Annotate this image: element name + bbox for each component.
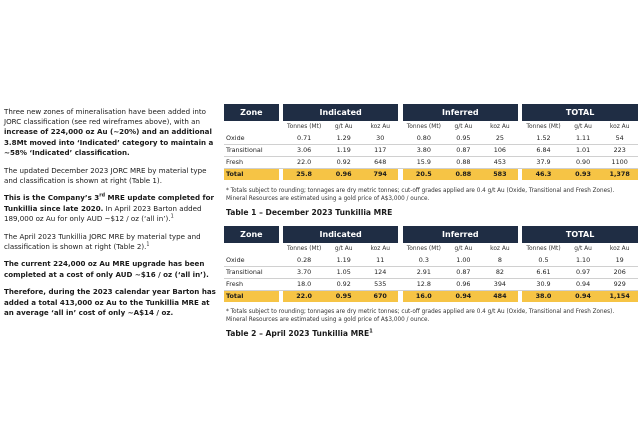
table-cell: 25.8 [283, 168, 326, 180]
table-cell: 0.93 [565, 168, 602, 180]
header-inferred: Inferred [403, 226, 519, 243]
table-cell: 1.52 [536, 133, 551, 142]
zone-label: Fresh [226, 280, 244, 288]
table-cell: 0.5 [538, 255, 549, 264]
paragraph-6: Therefore, during the 2023 calendar year Barton has added a total 413,000 oz Au to the Tunkillia MRE at an average ‘all in’ cost of only ~A$14 / oz. [4, 287, 216, 317]
table-cell: 38.0 [522, 290, 565, 302]
table-cell: 124 [374, 268, 387, 276]
table-row [224, 132, 638, 144]
table-cell: 535 [374, 280, 387, 288]
zone-label: Total [224, 168, 279, 180]
subheader-row: Tonnes (Mt) g/t Au koz Au Tonnes (Mt) g/t Au koz Au Tonnes (Mt) g/t Au koz Au [224, 121, 638, 132]
table-cell: 3.06 [297, 146, 312, 154]
paragraph-4: The April 2023 Tunkillia JORC MRE by material type and classification is shown at right (Table 2).$^1$ [4, 231, 201, 251]
table-cell: 18.0 [297, 280, 312, 288]
table-cell: 453 [493, 158, 506, 166]
subheader-row: Tonnes (Mt) g/t Au koz Au Tonnes (Mt) g/t Au koz Au Tonnes (Mt) g/t Au koz Au [224, 243, 638, 254]
header-indicated: Indicated [283, 104, 399, 121]
table-cell: 0.95 [456, 133, 471, 142]
table-cell: 394 [493, 280, 506, 288]
table-cell: 1100 [611, 158, 628, 166]
table-cell: 82 [495, 268, 504, 276]
table-cell: 1.11 [575, 133, 591, 142]
table-cell: 0.94 [575, 280, 591, 288]
table-cell: 206 [613, 268, 626, 276]
table-cell: 8 [497, 255, 502, 264]
table-cell: 20.5 [403, 168, 446, 180]
table-row [224, 266, 638, 278]
table-row [224, 278, 638, 290]
zone-label: Oxide [226, 255, 245, 264]
header-inferred: Inferred [403, 104, 519, 121]
table-row [224, 254, 638, 266]
header-indicated: Indicated [283, 226, 399, 243]
table-row [224, 156, 638, 168]
table-cell: 15.9 [416, 158, 431, 166]
table-cell: 16.0 [403, 290, 446, 302]
table-cell: 1.19 [336, 146, 351, 154]
table-cell: 6.84 [536, 146, 551, 154]
table-cell: 1.05 [336, 268, 351, 276]
table-cell: 3.80 [416, 146, 431, 154]
table-cell: 0.28 [297, 255, 312, 264]
table-cell: 46.3 [522, 168, 565, 180]
table-cell: 0.94 [445, 290, 482, 302]
total-row [224, 168, 638, 180]
table-cell: 648 [374, 158, 387, 166]
table-cell: 11 [376, 255, 385, 264]
zone-label: Fresh [226, 158, 244, 166]
table-cell: 1,378 [601, 168, 638, 180]
table-cell: 30 [376, 133, 385, 142]
zone-label: Total [224, 290, 279, 302]
body-text-column [4, 107, 220, 325]
table-cell: 0.95 [325, 290, 362, 302]
table-cell: 30.9 [536, 280, 551, 288]
paragraph-5: The current 224,000 oz Au MRE upgrade has been completed at a cost of only AUD ~$16 / oz (‘all in’). [4, 259, 209, 279]
table-cell: 6.61 [536, 268, 551, 276]
table-cell: 583 [482, 168, 519, 180]
table-cell: 1.19 [336, 255, 351, 264]
table1-caption: Table 1 – December 2023 Tunkillia MRE [226, 208, 393, 217]
table-cell: 0.96 [456, 280, 471, 288]
table-cell: 0.90 [575, 158, 591, 166]
table-april-2023-mre [224, 226, 638, 302]
header-zone: Zone [224, 104, 279, 121]
table-cell: 223 [613, 146, 626, 154]
table-cell: 37.9 [536, 158, 551, 166]
table-cell: 0.96 [325, 168, 362, 180]
table-cell: 670 [362, 290, 399, 302]
zone-label: Transitional [226, 146, 263, 154]
table-december-2023-mre [224, 104, 638, 180]
table-cell: 1.01 [575, 146, 591, 154]
table-cell: 0.87 [456, 268, 471, 276]
paragraph-3: This is the Company’s 3rd MRE update completed for Tunkillia since late 2020. In April 2023 Barton added 189,000 oz Au for only AUD ~$12 / oz (‘all in’).$^1$ [4, 193, 214, 223]
paragraph-1: Three new zones of mineralisation have been added into JORC classification (see red wireframes above), with an increase of 224,000 oz Au (~20%) and an additional 3.8Mt moved into ‘Indicated’ category to maintain a ~58% ‘Indicated’ classification. [4, 107, 214, 157]
table-row [224, 144, 638, 156]
table-cell: 0.88 [445, 168, 482, 180]
table1-footnote: * Totals subject to rounding; tonnages are dry metric tonnes; cut-off grades applied are 0.4 g/t Au (Oxide, Transitional and Fresh Zones). Mineral Resources are estimated using a gold price of A$3,000 / ounce. [226, 188, 615, 202]
total-row [224, 290, 638, 302]
table-cell: 0.87 [456, 146, 471, 154]
table-cell: 0.94 [565, 290, 602, 302]
table-cell: 2.91 [416, 268, 431, 276]
table-cell: 1.29 [336, 133, 351, 142]
table-cell: 19 [615, 255, 624, 264]
table-cell: 117 [374, 146, 387, 154]
header-total: TOTAL [522, 226, 638, 243]
table-cell: 929 [613, 280, 626, 288]
table-cell: 22.0 [297, 158, 312, 166]
table-cell: 0.92 [336, 280, 351, 288]
header-total: TOTAL [522, 104, 638, 121]
table-cell: 1.00 [456, 255, 471, 264]
table-cell: 0.88 [456, 158, 471, 166]
table-cell: 12.8 [416, 280, 431, 288]
table-cell: 25 [495, 133, 504, 142]
paragraph-2: The updated December 2023 JORC MRE by material type and classification is shown at right (Table 1). [4, 165, 207, 185]
table-cell: 0.80 [416, 133, 431, 142]
table2-footnote: * Totals subject to rounding; tonnages are dry metric tonnes; cut-off grades applied are 0.4 g/t Au (Oxide, Transitional and Fresh Zones). Mineral Resources are estimated using a gold price of A$3,000 / ounce. [226, 309, 615, 323]
table-cell: 484 [482, 290, 519, 302]
zone-label: Oxide [226, 133, 245, 142]
table2-caption: Table 2 – April 2023 Tunkillia MRE$^1$ [226, 328, 373, 338]
header-zone: Zone [224, 226, 279, 243]
table-cell: 0.97 [575, 268, 591, 276]
table-cell: 794 [362, 168, 399, 180]
table-cell: 3.70 [297, 268, 312, 276]
table-cell: 0.3 [418, 255, 429, 264]
table-cell: 0.92 [336, 158, 351, 166]
table-cell: 22.0 [283, 290, 326, 302]
table-cell: 0.71 [297, 133, 312, 142]
table-cell: 1.10 [575, 255, 591, 264]
table-cell: 54 [615, 133, 624, 142]
table-cell: 1,154 [601, 290, 638, 302]
table-cell: 106 [493, 146, 506, 154]
zone-label: Transitional [226, 268, 263, 276]
